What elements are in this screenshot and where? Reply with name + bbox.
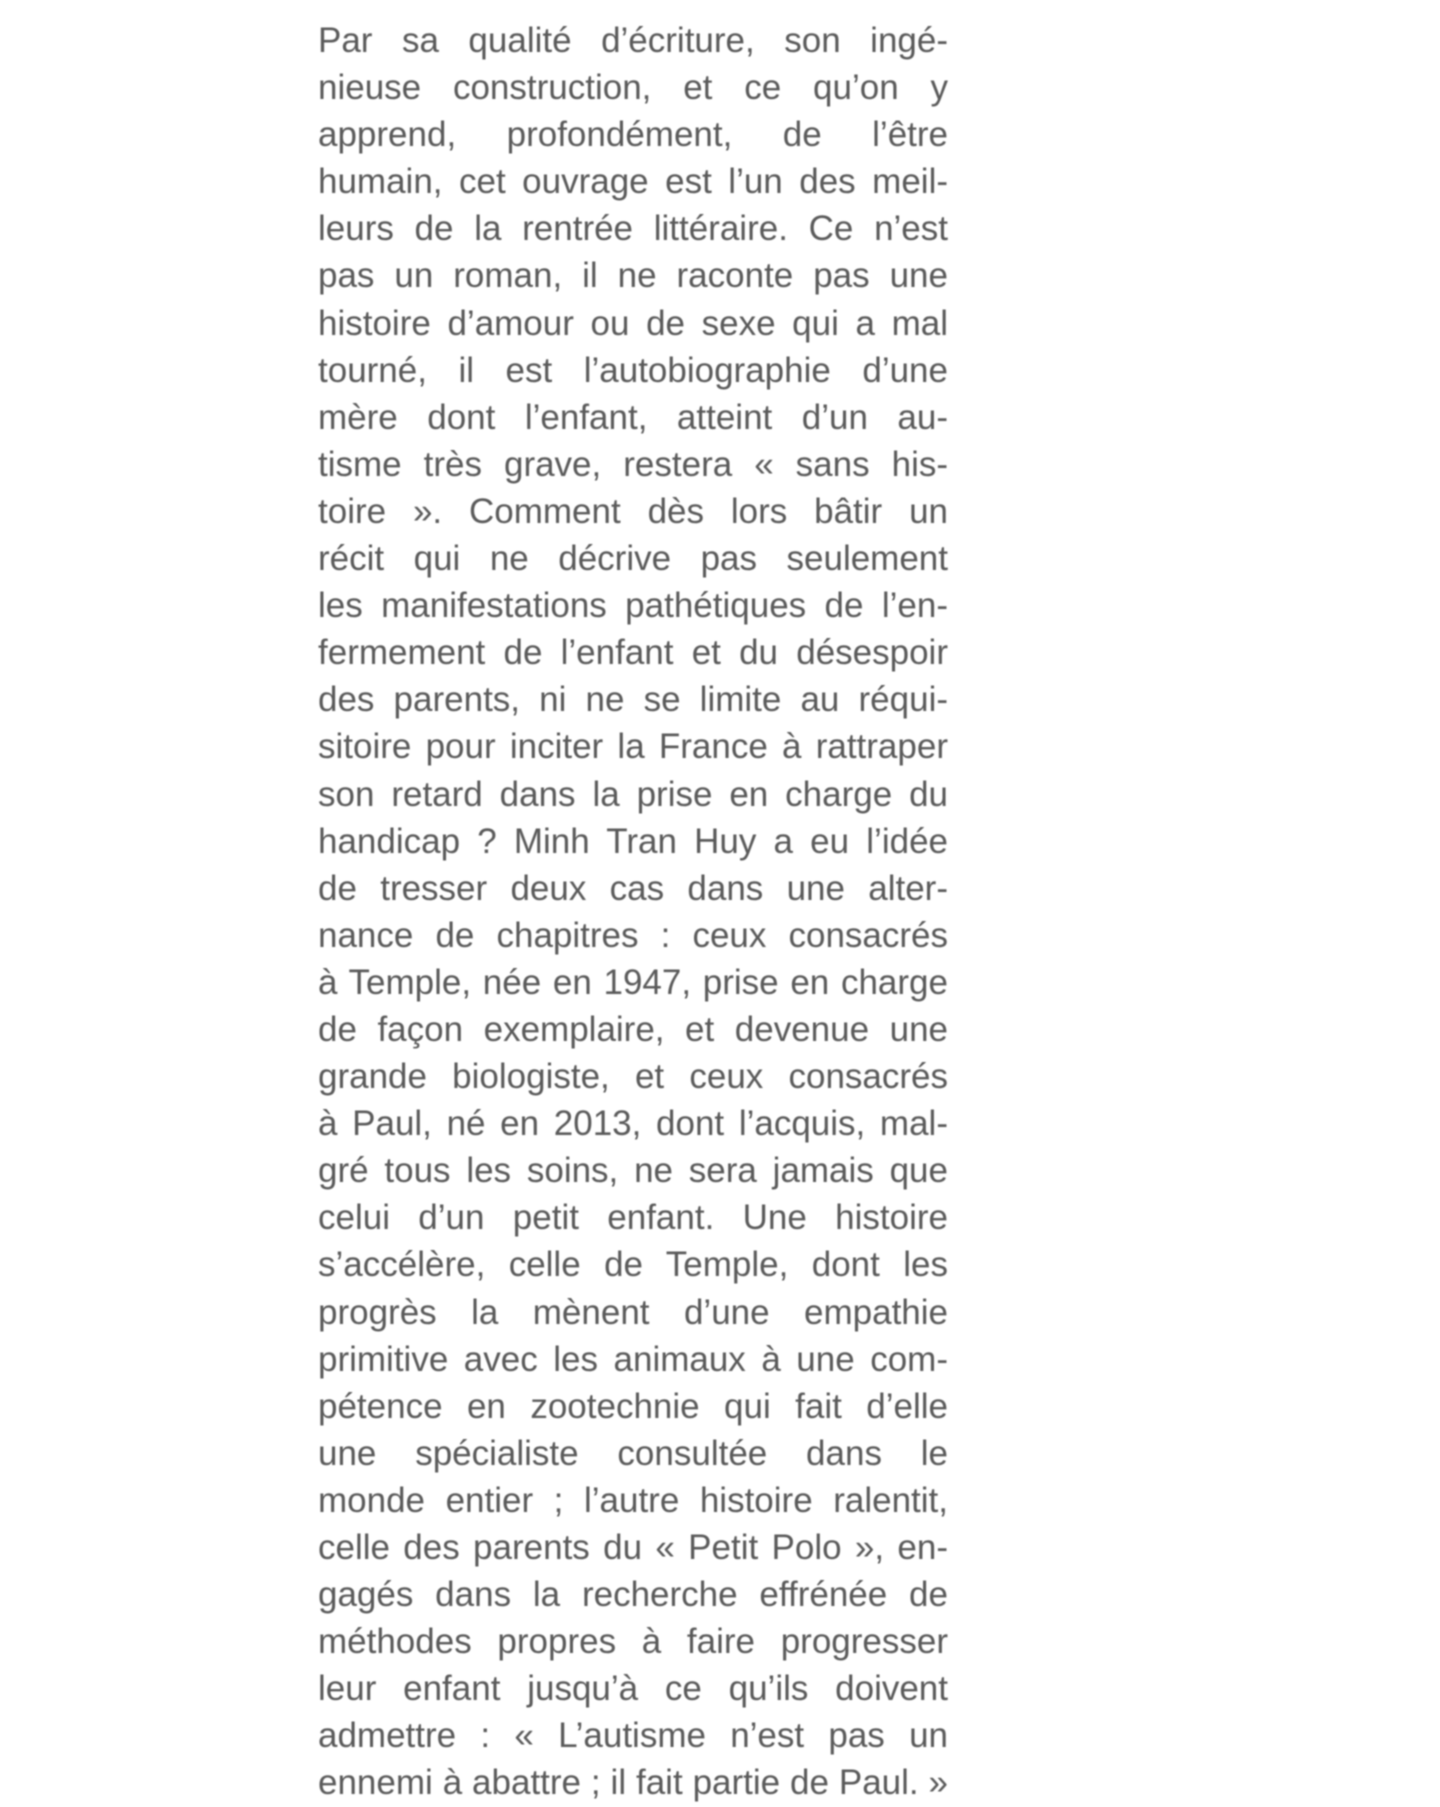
text-line: les manifestations pathétiques de l’en- — [318, 586, 948, 626]
text-line: son retard dans la prise en charge du — [318, 774, 948, 814]
text-line: celui d’un petit enfant. Une histoire — [318, 1198, 948, 1238]
text-line: celle des parents du « Petit Polo », en- — [318, 1528, 948, 1567]
text-line: humain, cet ouvrage est l’un des meil- — [318, 162, 948, 202]
text-line: de façon exemplaire, et devenue une — [318, 1009, 948, 1049]
text-line: leur enfant jusqu’à ce qu’ils doivent — [318, 1669, 948, 1709]
text-line: leurs de la rentrée littéraire. Ce n’est — [318, 209, 948, 249]
text-line: handicap ? Minh Tran Huy a eu l’idée — [318, 821, 948, 861]
text-line: de tresser deux cas dans une alter- — [318, 868, 948, 908]
text-line: à Paul, né en 2013, dont l’acquis, mal- — [318, 1104, 948, 1144]
text-line: Par sa qualité d’écriture, son ingé- — [318, 21, 948, 60]
text-line: gré tous les soins, ne sera jamais que — [318, 1151, 948, 1191]
text-line: apprend, profondément, de l’être — [318, 115, 948, 155]
text-line: nieuse construction, et ce qu’on y — [318, 68, 948, 108]
text-line: sitoire pour inciter la France à rattraper — [318, 727, 948, 767]
text-line: toire ». Comment dès lors bâtir un — [318, 491, 948, 531]
text-line: à Temple, née en 1947, prise en charge — [318, 962, 948, 1002]
article-text-column — [318, 17, 948, 1807]
text-line: méthodes propres à faire progresser — [318, 1622, 948, 1662]
text-line: une spécialiste consultée dans le — [318, 1433, 948, 1473]
text-line: s’accélère, celle de Temple, dont les — [318, 1245, 948, 1285]
text-line: primitive avec les animaux à une com- — [318, 1339, 948, 1379]
text-line: nance de chapitres : ceux consacrés — [318, 915, 948, 955]
text-line: récit qui ne décrive pas seulement — [318, 539, 948, 579]
text-line: pas un roman, il ne raconte pas une — [318, 256, 948, 296]
text-line: fermement de l’enfant et du désespoir — [318, 633, 948, 673]
text-line: tourné, il est l’autobiographie d’une — [318, 350, 948, 390]
text-line: gagés dans la recherche effrénée de — [318, 1575, 948, 1615]
text-line: mère dont l’enfant, atteint d’un au- — [318, 397, 948, 437]
text-line: tisme très grave, restera « sans his- — [318, 444, 948, 484]
text-line: grande biologiste, et ceux consacrés — [318, 1057, 948, 1097]
text-line: progrès la mènent d’une empathie — [318, 1292, 948, 1332]
text-line: histoire d’amour ou de sexe qui a mal — [318, 303, 948, 343]
text-line: des parents, ni ne se limite au réqui- — [318, 680, 948, 720]
text-line: monde entier ; l’autre histoire ralentit, — [318, 1480, 948, 1520]
text-line: ennemi à abattre ; il fait partie de Paul. » — [318, 1763, 948, 1803]
text-line: admettre : « L’autisme n’est pas un — [318, 1716, 948, 1756]
text-line: pétence en zootechnie qui fait d’elle — [318, 1386, 948, 1426]
